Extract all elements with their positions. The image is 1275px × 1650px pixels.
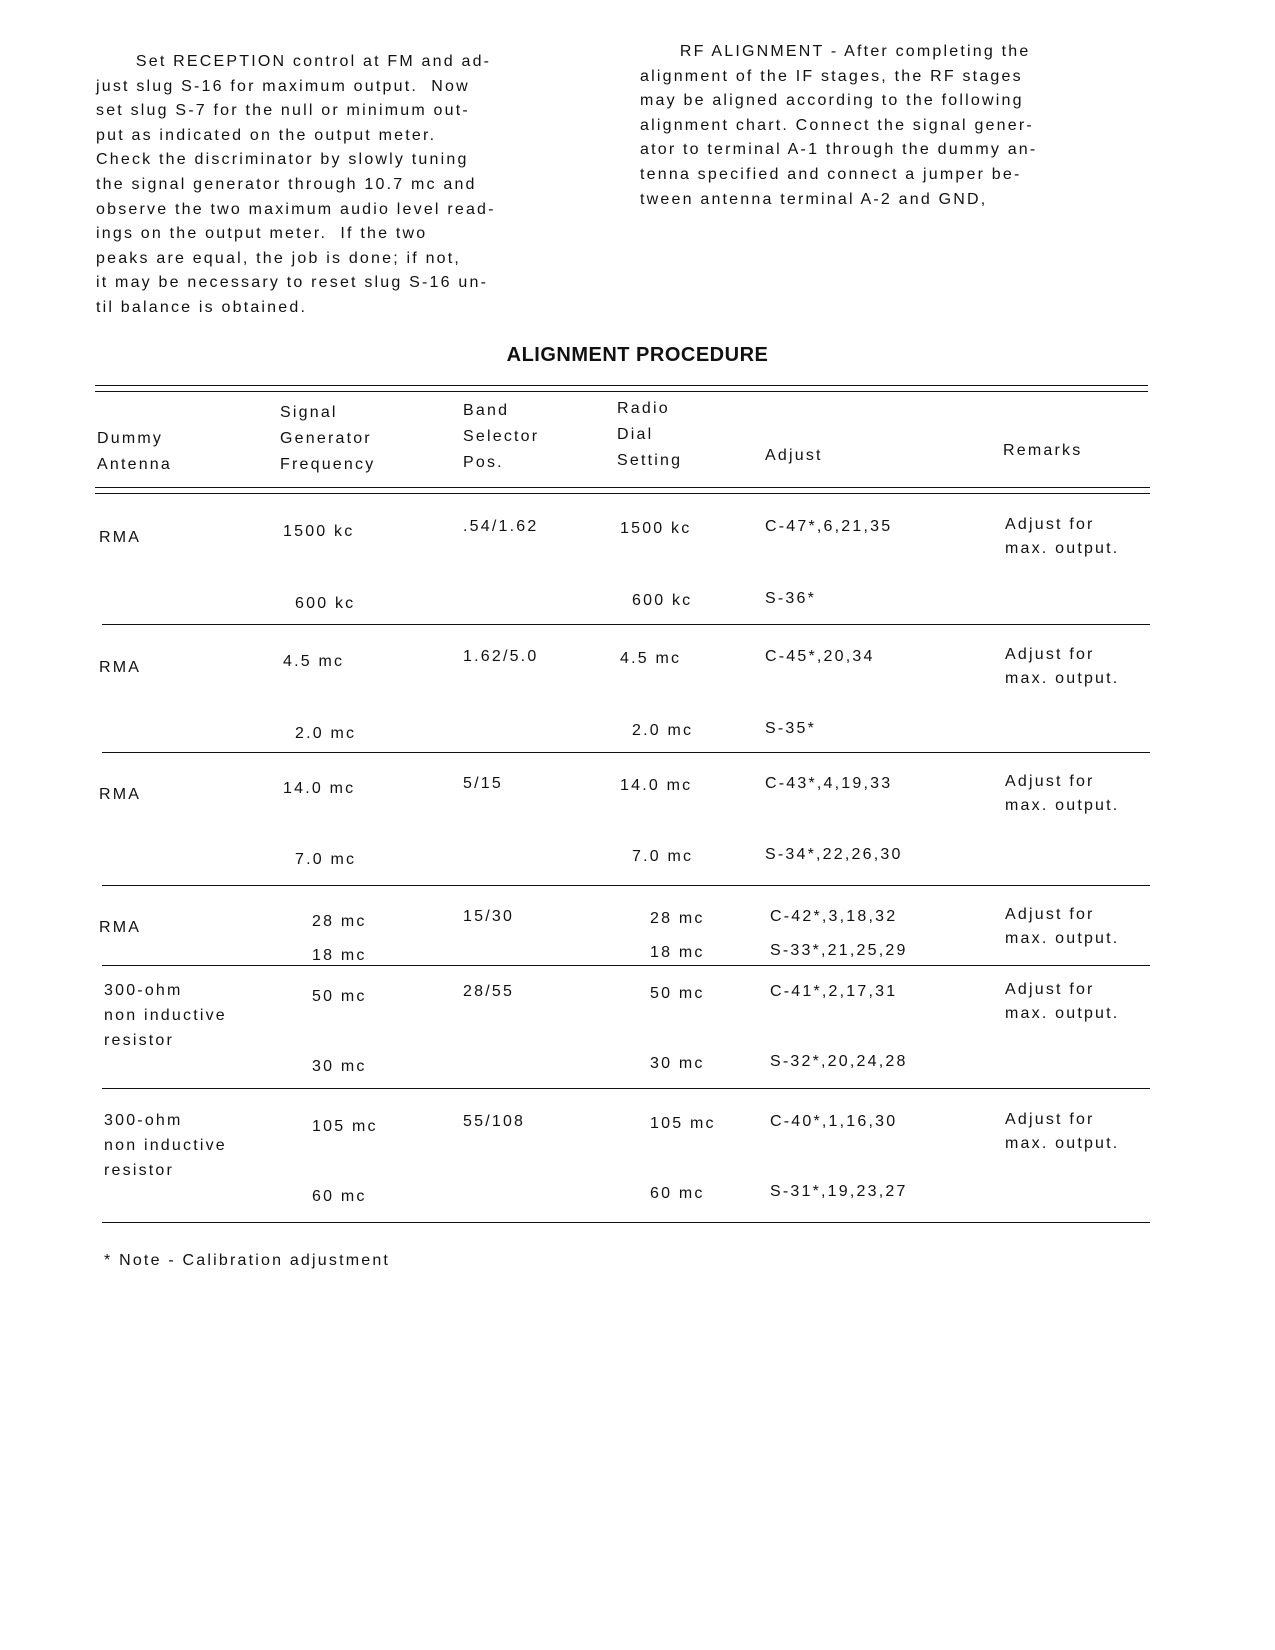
header-line: Adjust <box>765 447 823 464</box>
antenna-line: non inductive <box>104 1137 227 1154</box>
cell-band-selector: 55/108 <box>463 1113 526 1130</box>
cell-dummy-antenna <box>99 655 141 680</box>
header-line: Setting <box>617 452 683 469</box>
antenna-line: 300-ohm <box>104 982 183 999</box>
left-paragraph <box>96 50 496 321</box>
cell-remarks <box>1005 770 1119 818</box>
cell-dial-setting: 1500 kc <box>620 520 692 537</box>
paragraph-line: just slug S-16 for maximum output. Now <box>96 77 470 95</box>
paragraph-line: tween antenna terminal A-2 and GND, <box>640 190 988 208</box>
cell-signal-frequency: 4.5 mc <box>283 653 345 670</box>
cell-dial-setting: 28 mc <box>650 910 705 927</box>
cell-signal-frequency: 60 mc <box>312 1188 367 1205</box>
cell-signal-frequency: 30 mc <box>312 1058 367 1075</box>
cell-dial-setting: 60 mc <box>650 1185 705 1202</box>
header-line: Selector <box>463 428 540 445</box>
cell-remarks <box>1005 1108 1119 1156</box>
paragraph-line: ator to terminal A-1 through the dummy an- <box>640 141 1038 159</box>
table-top-rule <box>95 385 1148 386</box>
header-line: Generator <box>280 430 372 447</box>
paragraph-line: Check the discriminator by slowly tuning <box>96 151 469 169</box>
cell-adjust: C-43*,4,19,33 <box>765 775 893 792</box>
header-dummy <box>97 426 172 478</box>
header-line: Radio <box>617 400 670 417</box>
header-rule-2 <box>95 493 1150 494</box>
paragraph-line: tenna specified and connect a jumper be- <box>640 165 1022 183</box>
antenna-line: non inductive <box>104 1007 227 1024</box>
cell-dial-setting: 7.0 mc <box>632 848 694 865</box>
header-line: Pos. <box>463 454 504 471</box>
cell-adjust: S-33*,21,25,29 <box>770 942 908 959</box>
cell-remarks <box>1005 978 1119 1026</box>
cell-signal-frequency: 7.0 mc <box>295 851 357 868</box>
antenna-line: resistor <box>104 1162 175 1179</box>
paragraph-line: Set RECEPTION control at FM and ad- <box>96 53 492 70</box>
group-rule <box>102 1222 1150 1223</box>
header-line: Antenna <box>97 456 173 473</box>
group-rule <box>102 752 1150 753</box>
cell-dial-setting: 2.0 mc <box>632 722 694 739</box>
cell-dial-setting: 4.5 mc <box>620 650 682 667</box>
cell-dial-setting: 14.0 mc <box>620 777 693 794</box>
cell-adjust: S-34*,22,26,30 <box>765 846 903 863</box>
paragraph-line: may be aligned according to the following <box>640 92 1024 110</box>
cell-adjust: C-47*,6,21,35 <box>765 518 893 535</box>
remarks-line: Adjust for <box>1005 906 1095 923</box>
cell-dial-setting: 30 mc <box>650 1055 705 1072</box>
header-line: Band <box>463 402 510 419</box>
cell-adjust: S-35* <box>765 720 817 737</box>
remarks-line: max. output. <box>1005 930 1120 947</box>
cell-signal-frequency: 105 mc <box>312 1118 378 1135</box>
paragraph-line: til balance is obtained. <box>96 298 308 316</box>
paragraph-line: put as indicated on the output meter. <box>96 126 437 144</box>
cell-dummy-antenna <box>99 525 141 550</box>
cell-signal-frequency: 1500 kc <box>283 523 355 540</box>
header-line: Dummy <box>97 430 164 447</box>
paragraph-line: RF ALIGNMENT - After completing the <box>640 43 1031 60</box>
header-line: Remarks <box>1003 442 1083 459</box>
antenna-line: RMA <box>99 919 142 936</box>
paragraph-line: the signal generator through 10.7 mc and <box>96 175 477 193</box>
cell-band-selector: 5/15 <box>463 775 503 792</box>
remarks-line: max. output. <box>1005 1005 1120 1022</box>
cell-dummy-antenna <box>99 782 141 807</box>
cell-signal-frequency: 600 kc <box>295 595 356 612</box>
footnote: * Note - Calibration adjustment <box>104 1252 391 1269</box>
cell-dummy-antenna <box>104 1108 227 1183</box>
cell-adjust: S-31*,19,23,27 <box>770 1183 908 1200</box>
cell-remarks <box>1005 903 1119 951</box>
remarks-line: max. output. <box>1005 1135 1120 1152</box>
header-rule <box>95 487 1150 488</box>
cell-adjust: C-40*,1,16,30 <box>770 1113 898 1130</box>
header-adjust <box>765 443 823 469</box>
antenna-line: 300-ohm <box>104 1112 183 1129</box>
cell-signal-frequency: 14.0 mc <box>283 780 356 797</box>
antenna-line: RMA <box>99 786 142 803</box>
cell-band-selector: 1.62/5.0 <box>463 648 539 665</box>
cell-signal-frequency: 50 mc <box>312 988 367 1005</box>
table-top-rule-2 <box>95 391 1148 392</box>
cell-adjust: S-32*,20,24,28 <box>770 1053 908 1070</box>
paragraph-line: set slug S-7 for the null or minimum out- <box>96 102 470 120</box>
remarks-line: max. output. <box>1005 540 1120 557</box>
paragraph-line: it may be necessary to reset slug S-16 un- <box>96 274 489 292</box>
header-band <box>463 398 539 476</box>
cell-dial-setting: 600 kc <box>632 592 693 609</box>
header-remarks <box>1003 438 1082 464</box>
paragraph-line: ings on the output meter. If the two <box>96 225 428 243</box>
cell-adjust: S-36* <box>765 590 817 607</box>
header-line: Frequency <box>280 456 376 473</box>
header-signal <box>280 400 375 478</box>
remarks-line: max. output. <box>1005 670 1120 687</box>
cell-remarks <box>1005 513 1119 561</box>
table-title: ALIGNMENT PROCEDURE <box>506 344 769 366</box>
antenna-line: RMA <box>99 529 142 546</box>
cell-adjust: C-41*,2,17,31 <box>770 983 898 1000</box>
header-line: Signal <box>280 404 338 421</box>
remarks-line: Adjust for <box>1005 773 1095 790</box>
group-rule <box>102 965 1150 966</box>
cell-dial-setting: 50 mc <box>650 985 705 1002</box>
cell-remarks <box>1005 643 1119 691</box>
paragraph-line: alignment of the IF stages, the RF stages <box>640 67 1023 85</box>
antenna-line: RMA <box>99 659 142 676</box>
header-dial <box>617 396 682 474</box>
paragraph-line: peaks are equal, the job is done; if not, <box>96 249 462 267</box>
cell-signal-frequency: 2.0 mc <box>295 725 357 742</box>
remarks-line: Adjust for <box>1005 981 1095 998</box>
header-line: Dial <box>617 426 654 443</box>
group-rule <box>102 1088 1150 1089</box>
paragraph-line: observe the two maximum audio level read- <box>96 200 496 218</box>
cell-dial-setting: 105 mc <box>650 1115 716 1132</box>
group-rule <box>102 885 1150 886</box>
cell-dummy-antenna <box>99 915 141 940</box>
cell-band-selector: .54/1.62 <box>463 518 539 535</box>
cell-signal-frequency: 18 mc <box>312 947 367 964</box>
remarks-line: Adjust for <box>1005 516 1095 533</box>
remarks-line: max. output. <box>1005 797 1120 814</box>
cell-signal-frequency: 28 mc <box>312 913 367 930</box>
cell-dummy-antenna <box>104 978 227 1053</box>
cell-dial-setting: 18 mc <box>650 944 705 961</box>
antenna-line: resistor <box>104 1032 175 1049</box>
cell-adjust: C-45*,20,34 <box>765 648 875 665</box>
remarks-line: Adjust for <box>1005 646 1095 663</box>
remarks-line: Adjust for <box>1005 1111 1095 1128</box>
paragraph-line: alignment chart. Connect the signal gener- <box>640 116 1034 134</box>
right-paragraph <box>640 40 1037 212</box>
cell-adjust: C-42*,3,18,32 <box>770 908 898 925</box>
cell-band-selector: 28/55 <box>463 983 515 1000</box>
cell-band-selector: 15/30 <box>463 908 515 925</box>
group-rule <box>102 624 1150 625</box>
